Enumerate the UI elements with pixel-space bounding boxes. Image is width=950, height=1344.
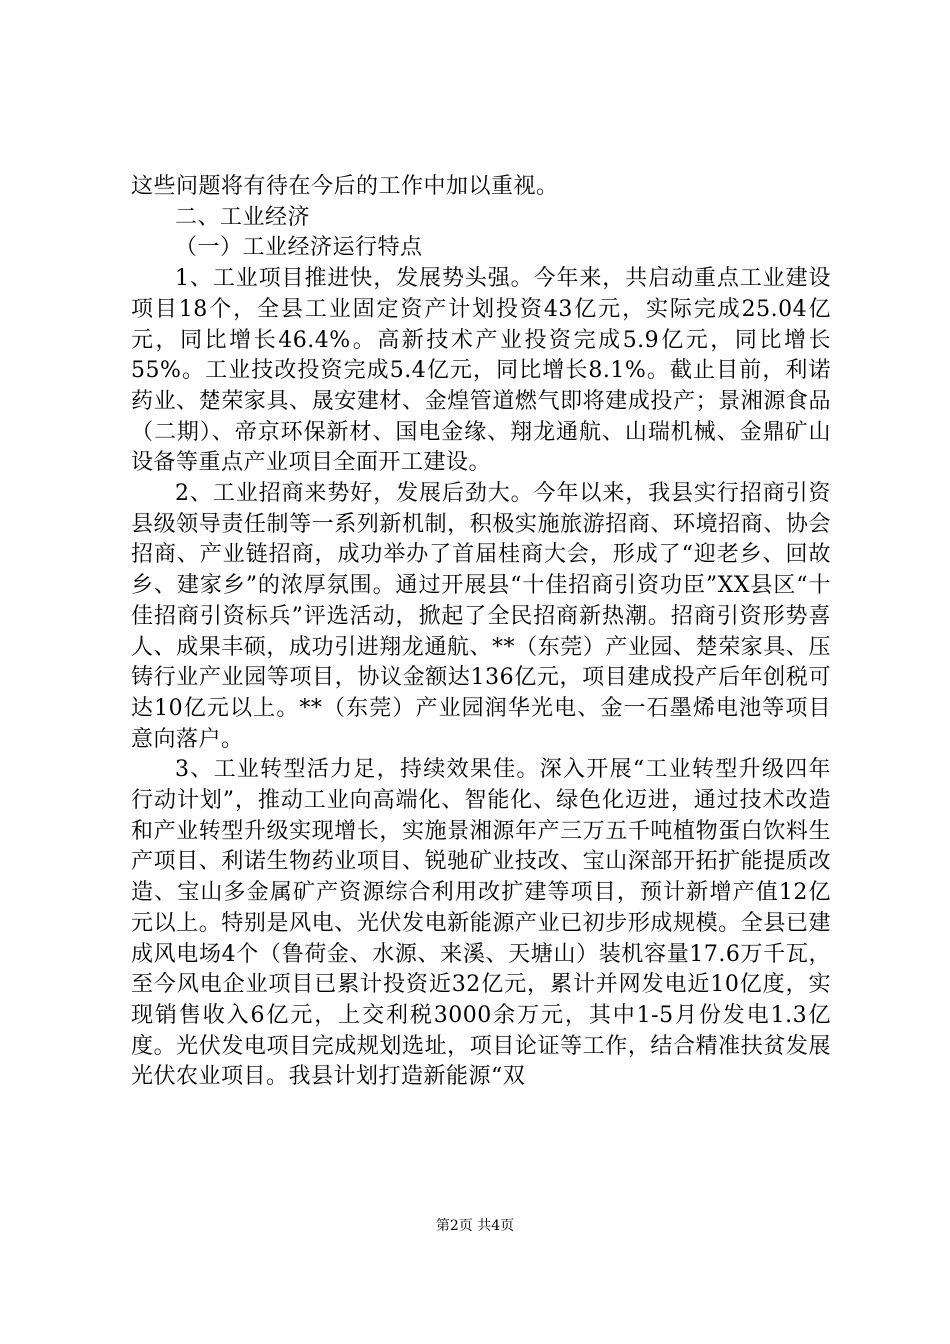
page-footer: 第2页 共4页 xyxy=(435,1218,515,1234)
paragraph-industrial-projects: 1、工业项目推进快，发展势头强。今年来，共启动重点工业建设项目18个，全县工业固定资产计划投资43亿元，实际完成25.04亿元，同比增长46.4%。高新技术产业投资完成5.9亿元，同比增长55%。工业技改投资完成5.4亿元，同比增长8.1%。截止目前，利诺药业、楚荣家具、晟安建材、金煌管道燃气即将建成投产；景湘源食品（二期）、帝京环保新材、国电金缘、翔龙通航、山瑞机械、金鼎矿山设备等重点产业项目全面开工建设。 xyxy=(131,266,831,476)
paragraph-continuation: 这些问题将有待在今后的工作中加以重视。 xyxy=(131,174,559,199)
paragraph-industrial-transformation: 3、工业转型活力足，持续效果佳。深入开展“工业转型升级四年行动计划”，推动工业向高端化、智能化、绿色化迈进，通过技术改造和产业转型升级实现增长，实施景湘源年产三万五千吨植物蛋白饮料生产项目、利诺生物药业项目、锐驰矿业技改、宝山深部开拓扩能提质改造、宝山多金属矿产资源综合利用改扩建等项目，预计新增产值12亿元以上。特别是风电、光伏发电新能源产业已初步形成规模。全县已建成风电场4个（鲁荷金、水源、来溪、天塘山）装机容量17.6万千瓦，至今风电企业项目已累计投资近32亿元，累计并网发电近10亿度，实现销售收入6亿元，上交利税3000余万元，其中1-5月份发电1.3亿度。光伏发电项目完成规划选址，项目论证等工作，结合精准扶贫发展光伏农业项目。我县计划打造新能源“双 xyxy=(131,757,831,1090)
paragraph-investment-attraction: 2、工业招商来势好，发展后劲大。今年以来，我县实行招商引资县级领导责任制等一系列新机制，积极实施旅游招商、环境招商、协会招商、产业链招商，成功举办了首届桂商大会，形成了“迎老乡、回故乡、建家乡”的浓厚氛围。通过开展县“十佳招商引资功臣”XX县区“十佳招商引资标兵”评选活动，掀起了全民招商新热潮。招商引资形势喜人、成果丰硕，成功引进翔龙通航、**（东莞）产业园、楚荣家具、压铸行业产业园等项目，协议金额达136亿元，项目建成投产后年创税可达10亿元以上。**（东莞）产业园润华光电、金一石墨烯电池等项目意向落户。 xyxy=(131,481,831,752)
section-heading: 二、工业经济 xyxy=(175,204,311,230)
document-body xyxy=(131,172,831,1093)
subsection-heading: （一）工业经济运行特点 xyxy=(175,235,423,261)
